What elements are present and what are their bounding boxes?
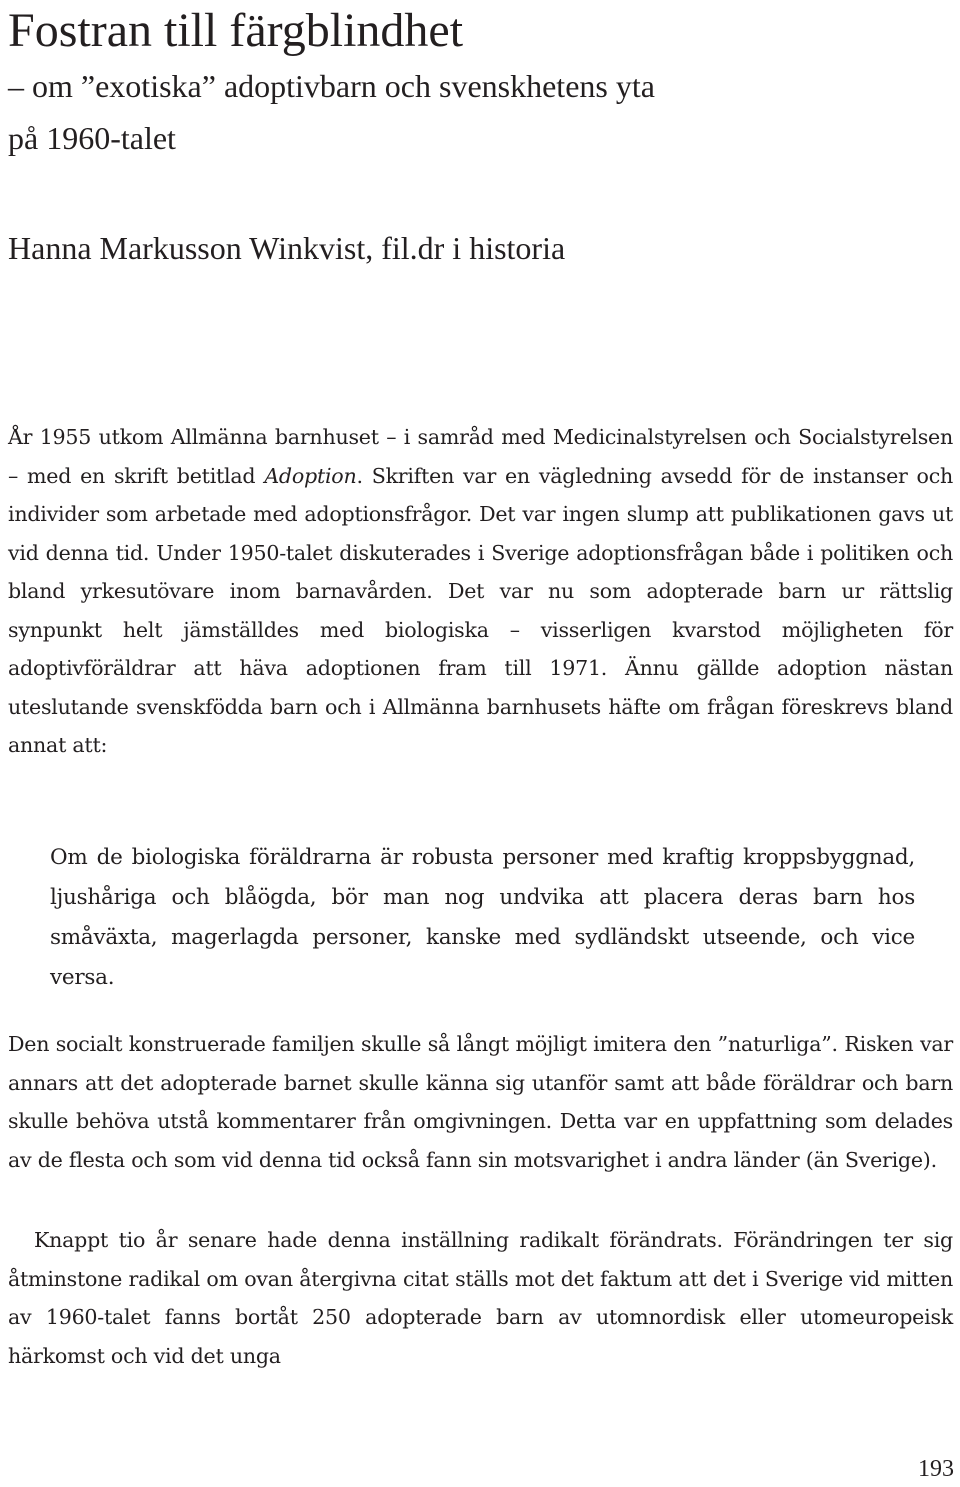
paragraph-text-start: År 1955 utkom Allmänna barnhuset – i samråd med Medicinalstyrelsen och Socialstyrelsen – med en skrift betitlad — [8, 425, 953, 488]
block-quote — [50, 838, 915, 998]
publication-title-italic: Adoption — [264, 463, 357, 488]
paragraph-text: Knappt tio år senare hade denna inställning radikalt förändrats. Förändringen ter sig åtminstone radikal om ovan återgivna citat ställs mot det faktum att det i Sverige vid mitten av 1960-talet fanns bortåt 250 adopterade barn av utomnordisk eller utomeuropeisk härkomst och vid det unga — [8, 1228, 953, 1368]
body-paragraph-3 — [8, 1221, 953, 1375]
article-subtitle-line-1: – om ”exotiska” adoptivbarn och svenskhetens yta — [8, 68, 655, 104]
article-title: Fostran till färgblindhet — [8, 4, 464, 57]
body-paragraph-1 — [8, 418, 953, 765]
page-number: 193 — [918, 1456, 954, 1482]
article-subtitle-line-2: på 1960-talet — [8, 120, 176, 156]
paragraph-text: Den socialt konstruerade familjen skulle så långt möjligt imitera den ”naturliga”. Risken var annars att det adopterade barnet skulle känna sig utanför samt att både föräldrar och barn skulle behöva utstå kommentarer från omgivningen. Detta var en uppfattning som delades av de flesta och som vid denna tid också fann sin motsvarighet i andra länder (än Sverige). — [8, 1032, 953, 1172]
quote-text: Om de biologiska föräldrarna är robusta personer med kraftig kroppsbyggnad, ljushåriga och blåögda, bör man nog undvika att placera deras barn hos småväxta, magerlagda personer, kanske med sydländskt utseende, och vice versa. — [50, 845, 915, 990]
author-line: Hanna Markusson Winkvist, fil.dr i historia — [8, 230, 566, 266]
title-block — [8, 2, 953, 164]
paragraph-text-end: . Skriften var en vägledning avsedd för de instanser och individer som arbetade med adoptionsfrågor. Det var ingen slump att publikationen gavs ut vid denna tid. Under 1950-talet diskuterades i Sverige adoptionsfrågan både i politiken och bland yrkesutövare inom barnavården. Det var nu som adopterade barn ur rättslig synpunkt helt jämställdes med biologiska – visserligen kvarstod möjligheten för adoptivföräldrar att häva adoptionen fram till 1971. Ännu gällde adoption nästan uteslutande svenskfödda barn och i Allmänna barnhusets häfte om frågan föreskrevs bland annat att: — [8, 463, 954, 757]
paragraph-text — [8, 418, 953, 765]
body-paragraph-2 — [8, 1025, 953, 1179]
